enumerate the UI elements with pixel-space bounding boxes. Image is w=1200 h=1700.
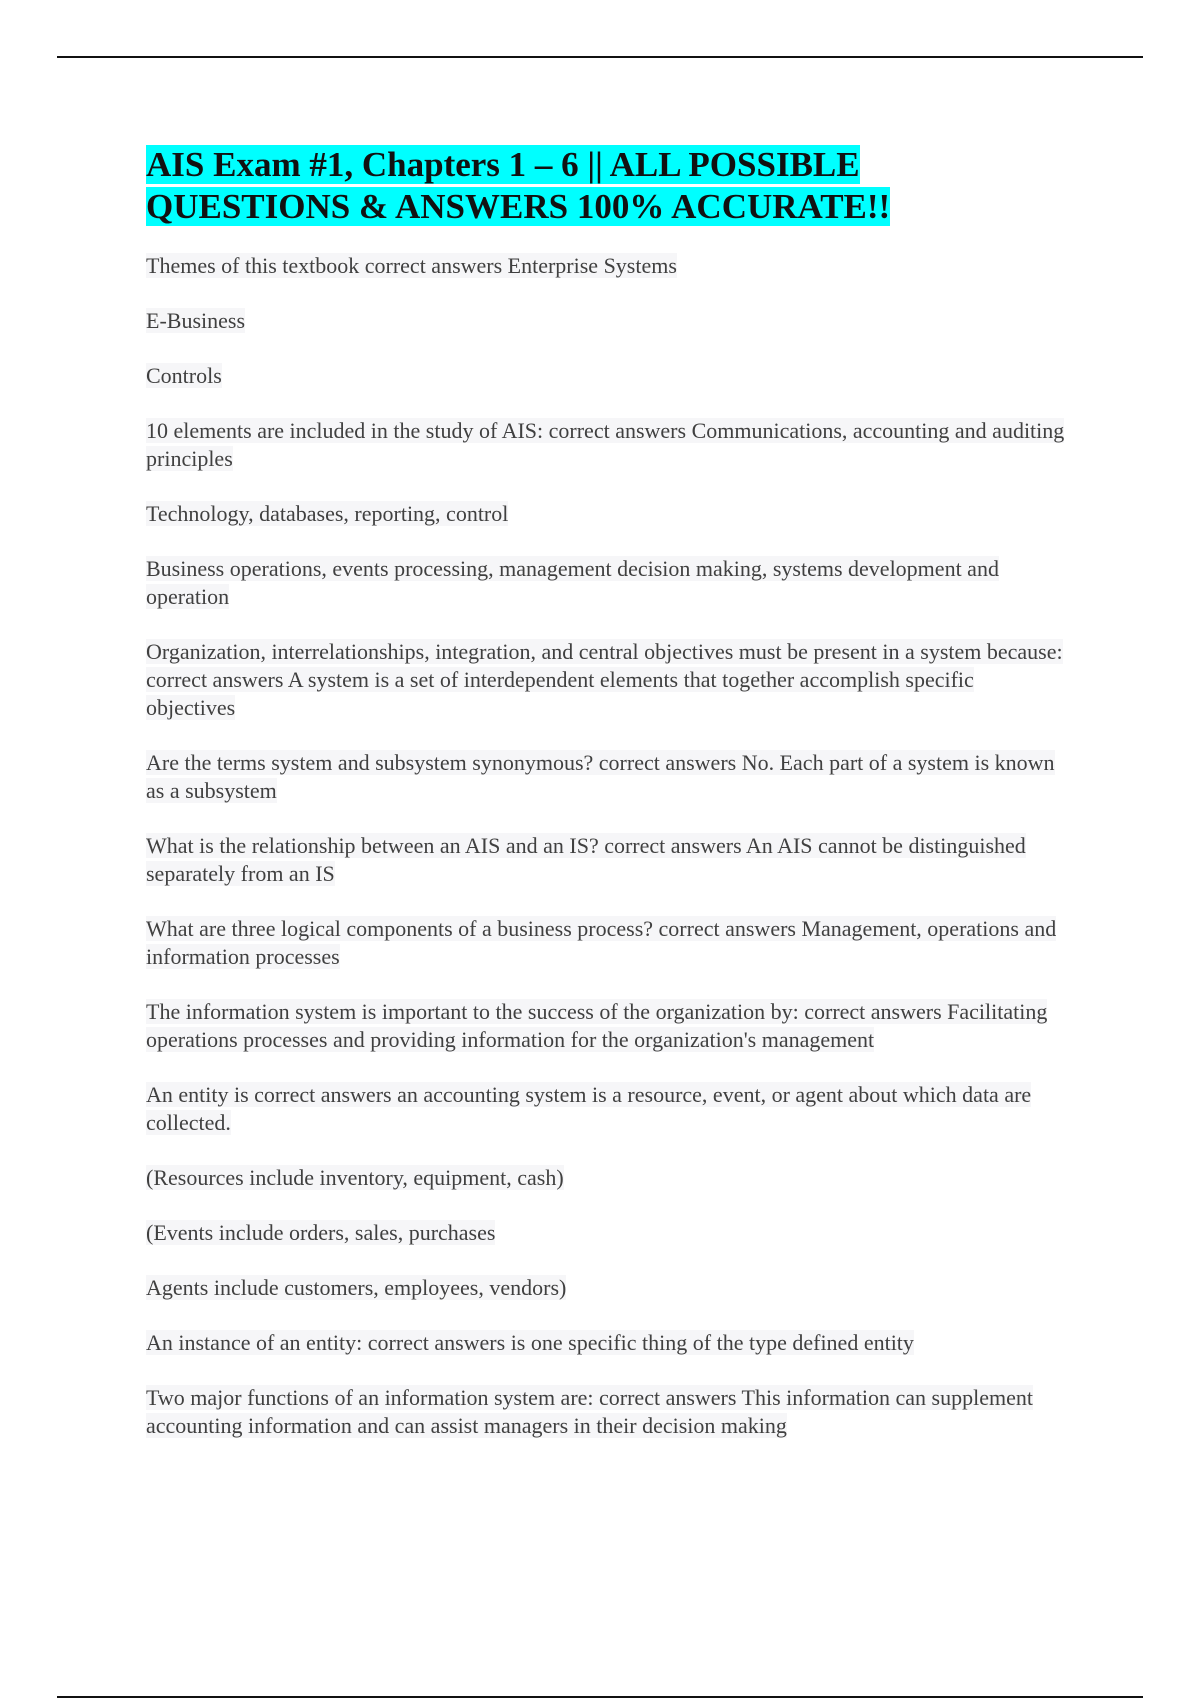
qa-list: [146, 252, 1066, 1440]
paragraph: Two major functions of an information system are: correct answers This information can supplement accounting information and can assist managers in their decision making: [146, 1385, 1033, 1438]
paragraph: Are the terms system and subsystem synonymous? correct answers No. Each part of a system is known as a subsystem: [146, 750, 1055, 803]
paragraph: What are three logical components of a business process? correct answers Management, operations and information processes: [146, 916, 1057, 969]
paragraph: Themes of this textbook correct answers Enterprise Systems: [146, 253, 677, 278]
paragraph: (Events include orders, sales, purchases: [146, 1220, 496, 1245]
paragraph: An instance of an entity: correct answers is one specific thing of the type defined entity: [146, 1330, 914, 1355]
paragraph: (Resources include inventory, equipment, cash): [146, 1165, 564, 1190]
document-title: [146, 144, 1066, 228]
paragraph: An entity is correct answers an accounting system is a resource, event, or agent about which data are collected.: [146, 1082, 1032, 1135]
paragraph: Organization, interrelationships, integration, and central objectives must be present in a system because: correct answers A system is a set of interdependent elements that together accomplish specific objectives: [146, 639, 1063, 720]
paragraph: Technology, databases, reporting, control: [146, 501, 509, 526]
title-highlight: AIS Exam #1, Chapters 1 – 6 || ALL POSSIBLE QUESTIONS & ANSWERS 100% ACCURATE!!: [146, 145, 891, 226]
paragraph: The information system is important to the success of the organization by: correct answers Facilitating operations processes and providing information for the organization's management: [146, 999, 1048, 1052]
header-rule: [57, 56, 1143, 58]
paragraph: Controls: [146, 363, 222, 388]
paragraph: Business operations, events processing, management decision making, systems development and operation: [146, 556, 999, 609]
document-body: [146, 144, 1066, 1467]
footer-rule: [57, 1696, 1143, 1698]
paragraph: What is the relationship between an AIS and an IS? correct answers An AIS cannot be distinguished separately from an IS: [146, 833, 1026, 886]
paragraph: 10 elements are included in the study of AIS: correct answers Communications, accounting and auditing principles: [146, 418, 1065, 471]
paragraph: E-Business: [146, 308, 245, 333]
paragraph: Agents include customers, employees, vendors): [146, 1275, 567, 1300]
